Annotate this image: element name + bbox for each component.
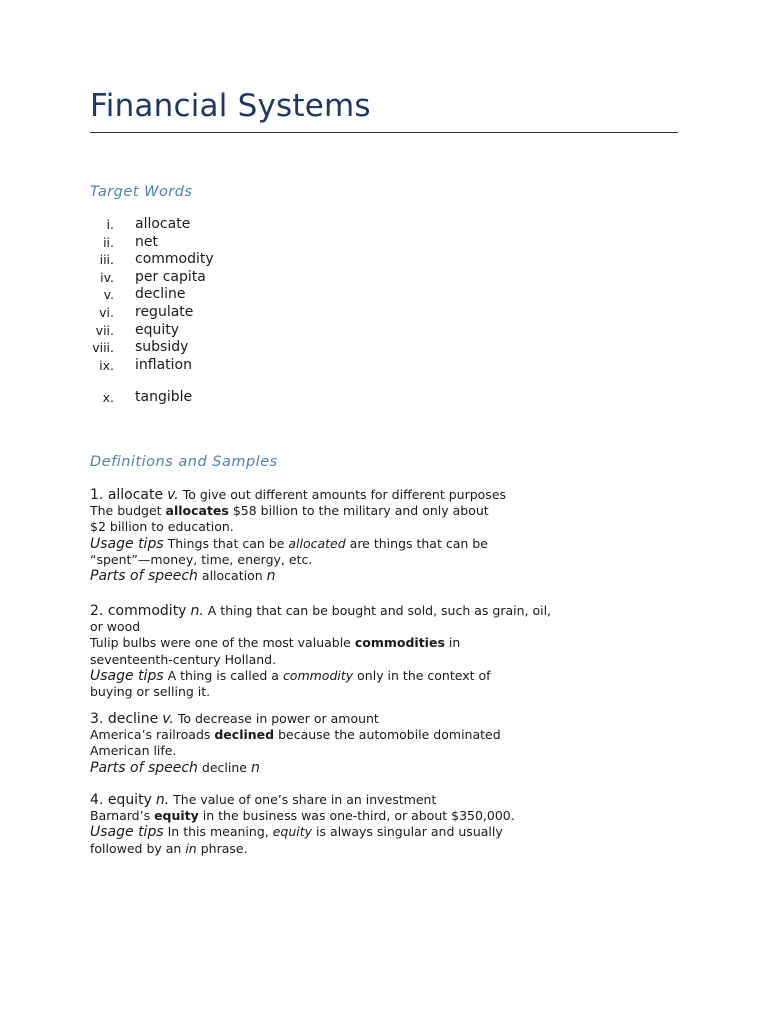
entry-part-of-speech: n. bbox=[155, 792, 170, 808]
list-number: v. bbox=[103, 287, 114, 303]
entry-sample-line bbox=[90, 808, 678, 824]
usage-italic-word: in bbox=[185, 840, 197, 856]
target-word: decline bbox=[135, 286, 186, 303]
entry-definition-line bbox=[90, 711, 678, 727]
entry-definition: To decrease in power or amount bbox=[177, 711, 379, 726]
entry-definition: A thing that can be bought and sold, such as grain, oil, bbox=[207, 603, 552, 618]
entry-parts-line bbox=[90, 760, 678, 776]
entry-definition-line bbox=[90, 603, 678, 619]
target-word-item bbox=[90, 339, 189, 357]
usage-tips-label: Usage tips bbox=[90, 824, 164, 841]
entry-definition-line: or wood bbox=[90, 619, 141, 635]
entry-sample-line: American life. bbox=[90, 743, 177, 759]
target-word-item bbox=[90, 216, 191, 234]
entry-usage-line bbox=[90, 536, 678, 552]
parts-of-speech-label: Parts of speech bbox=[90, 759, 198, 776]
usage-italic-word: allocated bbox=[288, 535, 346, 551]
entry-headword: equity bbox=[107, 792, 152, 808]
entry-number: 2. bbox=[90, 603, 108, 619]
definition-entry-allocate bbox=[90, 487, 678, 584]
parts-word: decline bbox=[197, 759, 251, 775]
sample-text: in bbox=[444, 635, 461, 651]
sample-text: because the automobile dominated bbox=[274, 727, 501, 743]
entry-definition: To give out different amounts for different purposes bbox=[182, 487, 507, 502]
page-title: Financial Systems bbox=[90, 88, 371, 124]
list-number: vi. bbox=[99, 304, 114, 320]
sample-text: The budget bbox=[90, 503, 166, 519]
target-word: inflation bbox=[135, 356, 192, 373]
usage-text: only in the context of bbox=[353, 667, 491, 683]
entry-number: 4. bbox=[90, 792, 108, 808]
target-word: equity bbox=[135, 321, 180, 338]
target-word: per capita bbox=[135, 268, 206, 285]
parts-of-speech-label: Parts of speech bbox=[90, 568, 198, 585]
definition-entry-equity bbox=[90, 792, 678, 857]
sample-text: $58 billion to the military and only about bbox=[228, 503, 489, 519]
usage-text: is always singular and usually bbox=[312, 824, 503, 840]
list-number: vii. bbox=[95, 322, 114, 338]
usage-text: A thing is called a bbox=[163, 667, 283, 683]
entry-definition: The value of one’s share in an investment bbox=[173, 792, 437, 807]
entry-sample-line bbox=[90, 635, 678, 651]
entry-sample-line: seventeenth-century Holland. bbox=[90, 651, 277, 667]
title-underline bbox=[90, 132, 678, 133]
entry-headword: commodity bbox=[107, 603, 187, 619]
sample-text: Barnard’s bbox=[90, 808, 155, 824]
usage-text: In this meaning, bbox=[163, 824, 273, 840]
entry-usage-line bbox=[90, 668, 678, 684]
entry-usage-line bbox=[90, 824, 678, 840]
list-number: ix. bbox=[99, 357, 114, 373]
target-word-item bbox=[90, 303, 194, 322]
entry-sample-line: $2 billion to education. bbox=[90, 519, 234, 535]
definition-entry-commodity bbox=[90, 603, 678, 700]
target-words-list bbox=[90, 216, 214, 407]
target-word-item bbox=[90, 389, 193, 407]
list-number: ii. bbox=[103, 234, 114, 250]
entry-definition-line bbox=[90, 792, 678, 808]
parts-pos: n bbox=[250, 759, 260, 776]
usage-tips-label: Usage tips bbox=[90, 535, 164, 552]
usage-italic-word: equity bbox=[272, 824, 313, 840]
definition-entry-decline bbox=[90, 711, 678, 776]
parts-pos: n bbox=[266, 568, 276, 585]
target-word: commodity bbox=[135, 251, 214, 268]
definitions-heading: Definitions and Samples bbox=[90, 454, 278, 470]
sample-target-word: allocates bbox=[165, 503, 229, 519]
target-word: allocate bbox=[135, 216, 191, 232]
sample-text: Tulip bulbs were one of the most valuable bbox=[90, 635, 355, 651]
sample-target-word: commodities bbox=[354, 635, 445, 651]
entry-definition-line bbox=[90, 487, 678, 503]
usage-tips-label: Usage tips bbox=[90, 667, 164, 684]
entry-usage-line: “spent”—money, time, energy, etc. bbox=[90, 551, 313, 567]
list-number: iii. bbox=[99, 252, 114, 268]
sample-target-word: declined bbox=[214, 727, 275, 743]
entry-number: 3. bbox=[90, 711, 108, 727]
entry-headword: decline bbox=[107, 711, 159, 727]
target-word: tangible bbox=[135, 389, 193, 406]
target-word-item bbox=[90, 233, 158, 252]
sample-target-word: equity bbox=[154, 808, 199, 824]
target-word-item bbox=[90, 286, 186, 304]
usage-text: are things that can be bbox=[345, 535, 488, 551]
entry-parts-line bbox=[90, 568, 678, 584]
target-word: net bbox=[135, 233, 158, 250]
entry-usage-line bbox=[90, 841, 678, 857]
usage-text: Things that can be bbox=[163, 535, 289, 551]
entry-sample-line bbox=[90, 727, 678, 743]
target-word-item bbox=[90, 321, 180, 340]
entry-number: 1. bbox=[90, 487, 108, 503]
target-word-item bbox=[90, 251, 214, 269]
entry-part-of-speech: v. bbox=[167, 487, 179, 503]
list-number: i. bbox=[106, 217, 114, 232]
list-number: x. bbox=[102, 390, 114, 406]
target-word-item bbox=[90, 268, 206, 287]
usage-text: followed by an bbox=[90, 840, 186, 856]
list-number: viii. bbox=[92, 340, 114, 356]
entry-part-of-speech: n. bbox=[190, 603, 204, 619]
target-word: subsidy bbox=[135, 339, 189, 356]
entry-part-of-speech: v. bbox=[162, 711, 174, 727]
parts-word: allocation bbox=[197, 568, 267, 584]
entry-usage-line: buying or selling it. bbox=[90, 684, 211, 700]
entry-sample-line bbox=[90, 503, 678, 519]
target-word-item bbox=[90, 356, 192, 375]
sample-text: America’s railroads bbox=[90, 727, 215, 743]
target-words-heading: Target Words bbox=[90, 184, 193, 200]
target-word: regulate bbox=[135, 303, 194, 320]
entry-headword: allocate bbox=[107, 487, 164, 503]
list-number: iv. bbox=[100, 269, 114, 285]
usage-text: phrase. bbox=[196, 840, 248, 856]
usage-italic-word: commodity bbox=[282, 667, 354, 683]
sample-text: in the business was one-third, or about $350,000. bbox=[198, 808, 515, 824]
